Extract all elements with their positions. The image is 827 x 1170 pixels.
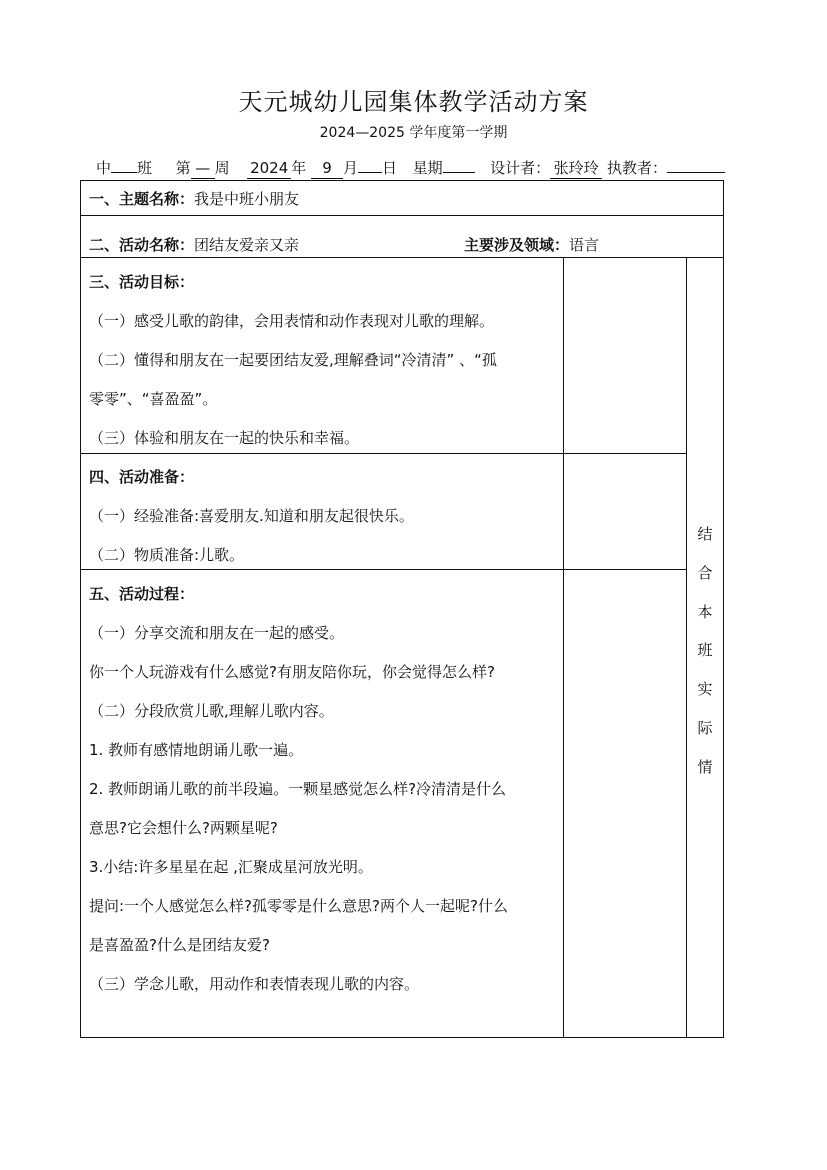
weekday-label: 星期 bbox=[412, 159, 443, 177]
domain-label: 主要涉及领域： bbox=[464, 236, 570, 254]
activity-label: 二、活动名称： bbox=[89, 236, 195, 254]
page-title: 天元城幼儿园集体教学活动方案 bbox=[238, 88, 589, 116]
week-prefix: 第 bbox=[175, 159, 191, 177]
side-note-char: 班 bbox=[697, 641, 713, 660]
goal-item: （二）懂得和朋友在一起要团结友爱,理解叠词“冷清清” 、“孤 bbox=[89, 351, 497, 369]
year-suffix: 年 bbox=[291, 159, 307, 177]
week-value: — bbox=[191, 159, 215, 179]
semester-subtitle: 2024—2025 学年度第一学期 bbox=[319, 125, 508, 141]
goal-item: 零零”、“喜盈盈”。 bbox=[89, 390, 218, 408]
process-line: （一）分享交流和朋友在一起的感受。 bbox=[89, 624, 345, 642]
executor-label: 执教者： bbox=[606, 159, 667, 177]
process-line: （二）分段欣赏儿歌,理解儿歌内容。 bbox=[89, 702, 334, 720]
process-line: （三）学念儿歌，用动作和表情表现儿歌的内容。 bbox=[89, 975, 420, 993]
side-note-vertical bbox=[686, 523, 724, 795]
table-border-bottom bbox=[80, 1037, 724, 1038]
class-label: 中 bbox=[96, 159, 112, 177]
theme-value: 我是中班小朋友 bbox=[194, 190, 300, 208]
side-note-char: 合 bbox=[697, 563, 713, 582]
table-border-left bbox=[80, 180, 81, 1037]
domain-cell bbox=[464, 234, 599, 256]
class-suffix: 班 bbox=[137, 159, 153, 177]
weekday-blank bbox=[443, 172, 475, 173]
row-divider bbox=[80, 569, 686, 570]
day-suffix: 日 bbox=[382, 159, 398, 177]
process-line: 意思?它会想什么?两颗星呢? bbox=[89, 819, 278, 837]
process-line: 提问:一个人感觉怎么样?孤零零是什么意思?两个人一起呢?什么 bbox=[89, 897, 508, 915]
activity-value: 团结友爱亲又亲 bbox=[194, 236, 300, 254]
side-note-char: 情 bbox=[697, 757, 713, 776]
theme-label: 一、主题名称： bbox=[89, 190, 195, 208]
preparation-item: （一）经验准备:喜爱朋友.知道和朋友起很快乐。 bbox=[89, 507, 414, 525]
activity-name-cell bbox=[89, 234, 299, 256]
process-line: 3.小结:许多星星在起 ,汇聚成星河放光明。 bbox=[89, 858, 373, 876]
process-heading: 五、活动过程： bbox=[89, 585, 195, 603]
executor-blank bbox=[667, 172, 725, 173]
process-line: 是喜盈盈?什么是团结友爱? bbox=[89, 936, 270, 954]
month-value: 9 bbox=[311, 159, 343, 179]
day-blank bbox=[358, 172, 382, 173]
row-divider bbox=[80, 257, 724, 258]
year-value: 2024 bbox=[247, 159, 291, 179]
week-suffix: 周 bbox=[214, 159, 230, 177]
info-line bbox=[96, 157, 725, 179]
process-line: 1. 教师有感情地朗诵儿歌一遍。 bbox=[89, 741, 304, 759]
column-divider bbox=[563, 257, 564, 1037]
goal-item: （三）体验和朋友在一起的快乐和幸福。 bbox=[89, 429, 360, 447]
goals-heading: 三、活动目标： bbox=[89, 273, 195, 291]
side-note-char: 实 bbox=[697, 680, 713, 699]
row-divider bbox=[80, 453, 686, 454]
side-note-char: 本 bbox=[697, 602, 713, 621]
designer-label: 设计者： bbox=[490, 159, 551, 177]
preparation-heading: 四、活动准备： bbox=[89, 468, 195, 486]
month-suffix: 月 bbox=[342, 159, 358, 177]
side-note-char: 结 bbox=[697, 525, 713, 543]
goal-item: （一）感受儿歌的韵律，会用表情和动作表现对儿歌的理解。 bbox=[89, 312, 495, 330]
domain-value: 语言 bbox=[569, 236, 600, 254]
class-blank bbox=[111, 172, 137, 173]
row-divider bbox=[80, 215, 724, 216]
side-note-char: 际 bbox=[697, 718, 713, 737]
theme-row bbox=[89, 188, 299, 210]
process-line: 你一个人玩游戏有什么感觉?有朋友陪你玩，你会觉得怎么样? bbox=[89, 663, 495, 681]
process-line: 2. 教师朗诵儿歌的前半段遍。一颗星感觉怎么样?冷清清是什么 bbox=[89, 780, 507, 798]
table-border-top bbox=[80, 180, 724, 181]
preparation-item: （二）物质准备:儿歌。 bbox=[89, 546, 245, 564]
designer-name: 张玲玲 bbox=[550, 159, 602, 179]
